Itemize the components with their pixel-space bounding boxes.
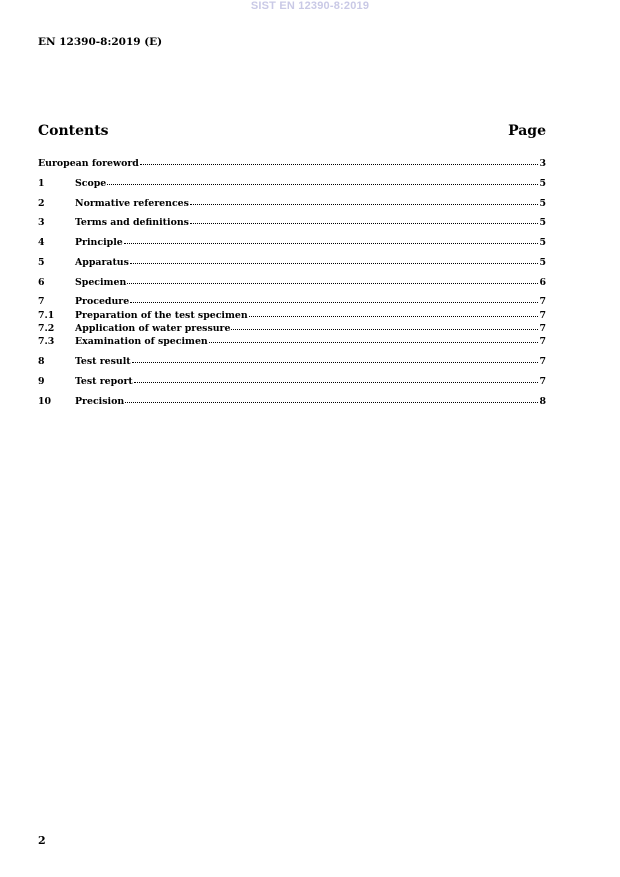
toc-entry-title: Procedure [75,296,130,307]
toc-entry-title: Specimen [75,277,127,288]
contents-header [38,123,546,139]
toc-entry-title: Principle [75,237,123,248]
toc-entry[interactable] [38,216,546,228]
toc-entry-page: 7 [539,336,546,347]
toc-entry-title: Precision [75,396,125,407]
dot-leader [209,334,539,343]
toc-entry-page: 5 [539,237,546,248]
toc-entry-title: Preparation of the test specimen [75,310,248,321]
toc-entry-page: 7 [539,323,546,334]
watermark: SIST EN 12390-8:2019 [250,0,370,12]
toc-entry-title: Test result [75,356,131,367]
dot-leader [134,374,539,383]
document-id: EN 12390-8:2019 (E) [38,36,163,48]
toc-entry[interactable] [38,256,546,268]
toc-entry-number: 7 [38,296,45,307]
dot-leader [231,321,538,330]
dot-leader [127,275,538,284]
toc-entry-number: 7.3 [38,336,55,347]
toc-entry-page: 7 [539,310,546,321]
dot-leader [107,176,538,185]
dot-leader [125,394,538,403]
toc-entry-number: 2 [38,198,45,209]
page-column-label: Page [508,123,546,139]
toc-entry-number: 8 [38,356,45,367]
toc-entry-number: 6 [38,277,45,288]
toc-entry[interactable] [38,309,546,321]
toc-entry[interactable] [38,236,546,248]
toc-entry[interactable] [38,157,546,169]
toc-entry-title: Terms and definitions [75,217,189,228]
contents-title: Contents [38,123,109,139]
toc-entry[interactable] [38,395,546,407]
toc-entry-page: 3 [539,158,546,169]
toc-entry-page: 7 [539,296,546,307]
toc-entry-page: 5 [539,217,546,228]
toc-entry-number: 1 [38,178,45,189]
dot-leader [124,235,539,244]
toc-entry-title: Normative references [75,198,189,209]
toc-entry[interactable] [38,177,546,189]
toc-entry[interactable] [38,276,546,288]
dot-leader [140,156,539,165]
toc-entry-title: Apparatus [75,257,129,268]
toc-entry-page: 5 [539,198,546,209]
toc-entry-page: 6 [539,277,546,288]
toc-entry[interactable] [38,375,546,387]
toc-entry-title: Examination of specimen [75,336,208,347]
toc-entry-page: 5 [539,178,546,189]
toc-entry-number: 9 [38,376,45,387]
toc-entry-title: Test report [75,376,133,387]
toc-entry[interactable] [38,322,546,334]
toc-entry-number: 4 [38,237,45,248]
toc-entry[interactable] [38,295,546,307]
toc-entry-title: Application of water pressure [75,323,231,334]
dot-leader [132,354,539,363]
dot-leader [130,294,538,303]
toc-entry-page: 5 [539,257,546,268]
dot-leader [190,215,539,224]
dot-leader [130,255,539,264]
toc-entry-number: 7.2 [38,323,55,334]
toc-entry-number: 5 [38,257,45,268]
toc-entry-number: 10 [38,396,52,407]
dot-leader [249,308,539,317]
toc-entry[interactable] [38,197,546,209]
page-number: 2 [38,834,46,847]
toc-entry-title: European foreword [38,158,139,169]
toc-entry-title: Scope [75,178,107,189]
toc-entry[interactable] [38,355,546,367]
toc-entry-page: 7 [539,356,546,367]
toc-entry-page: 8 [539,396,546,407]
toc-entry-number: 7.1 [38,310,55,321]
toc-entry-page: 7 [539,376,546,387]
toc-entry-number: 3 [38,217,45,228]
toc-entry[interactable] [38,335,546,347]
dot-leader [190,196,539,205]
